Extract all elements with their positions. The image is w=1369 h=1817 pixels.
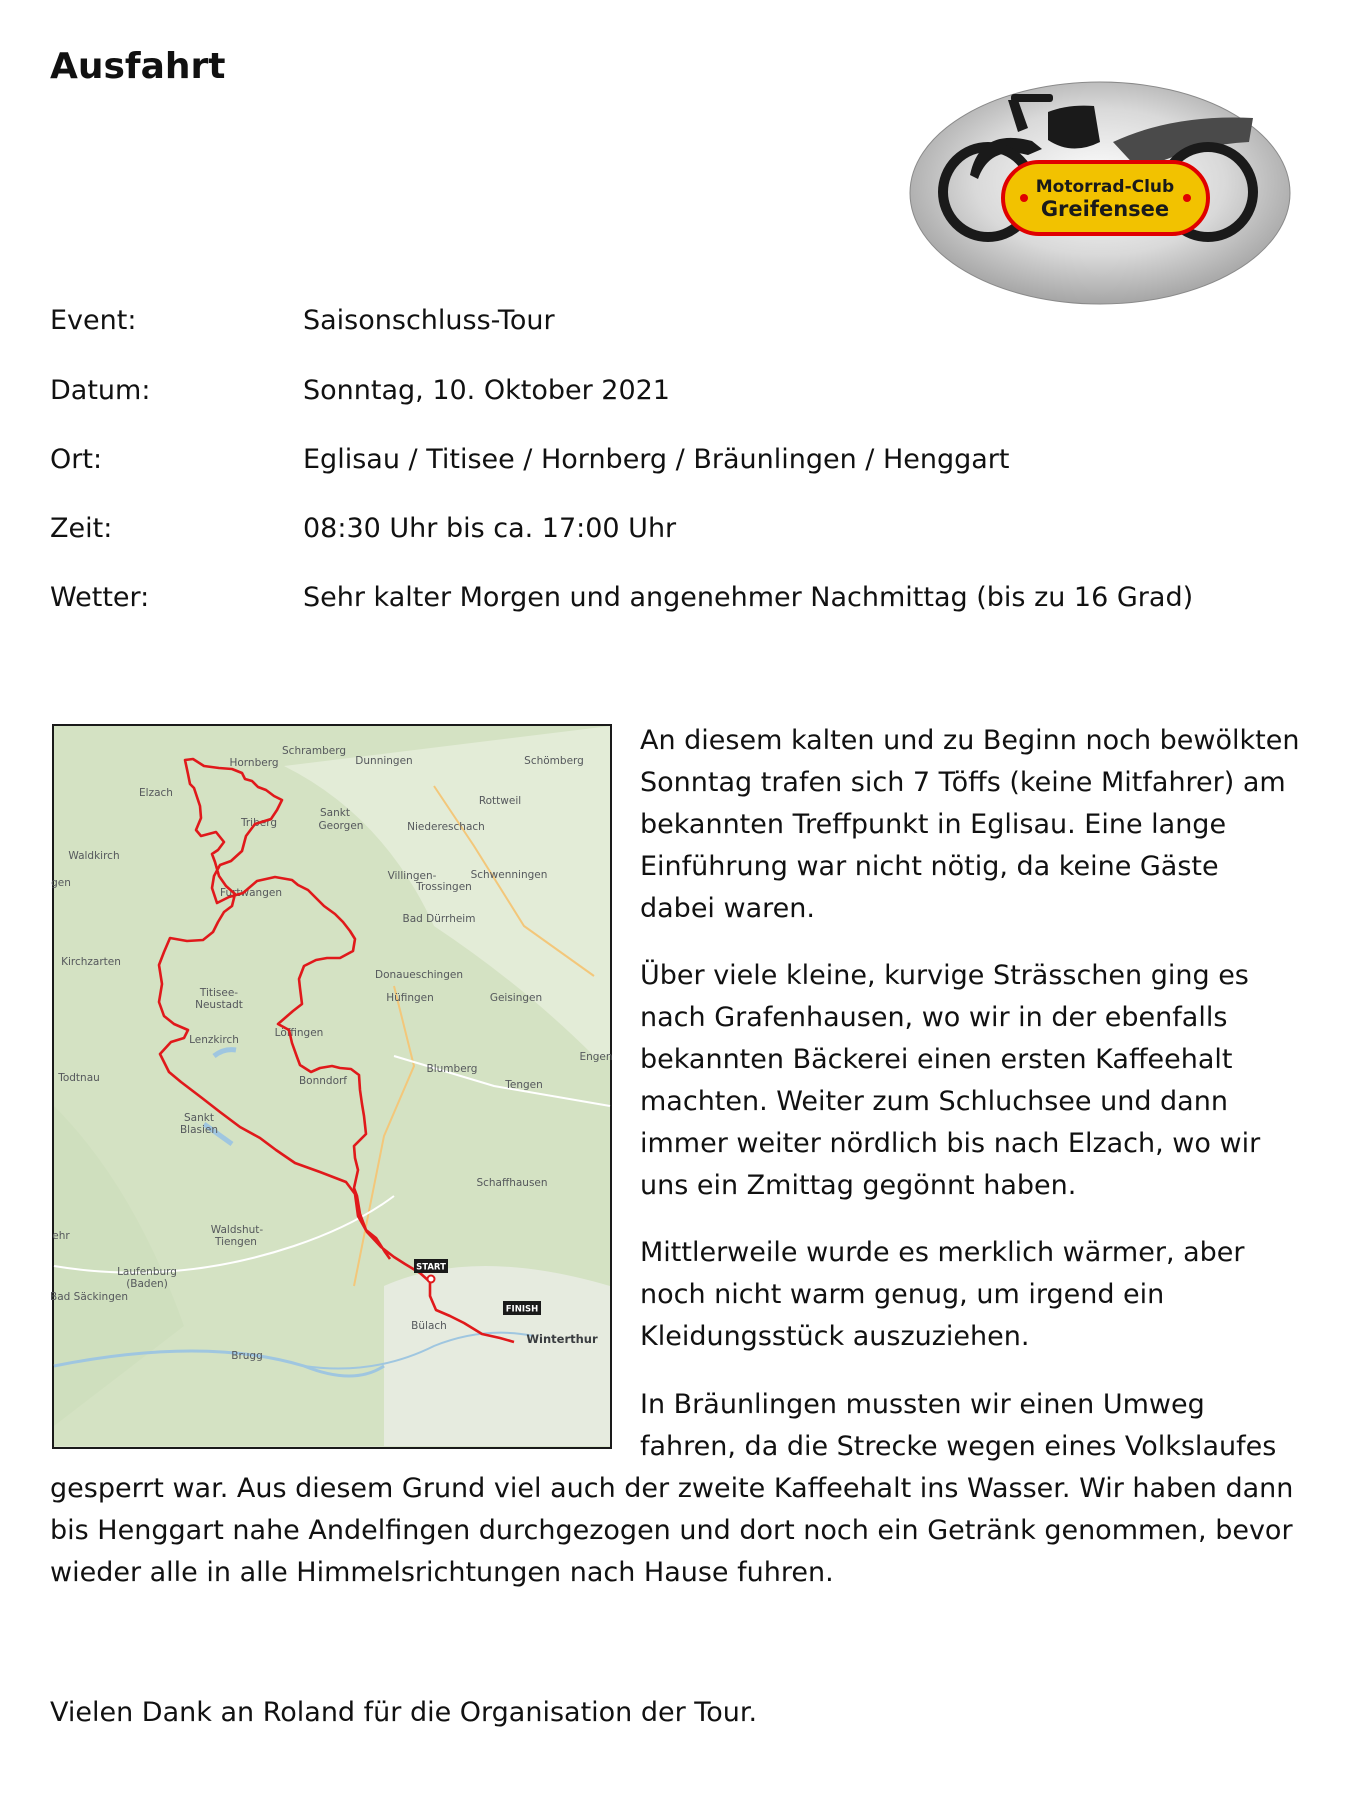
report-paragraph xyxy=(640,1384,1330,1468)
map-place-label: Schaffhausen xyxy=(476,1177,548,1189)
map-place-label: (Baden) xyxy=(126,1278,168,1290)
text-line: bekannten Bäckerei einen ersten Kaffeehalt xyxy=(640,1044,1233,1075)
text-line: Über viele kleine, kurvige Strässchen ging es xyxy=(640,960,1249,991)
thanks-line: Vielen Dank an Roland für die Organisation der Tour. xyxy=(50,1697,758,1728)
info-label: Ort: xyxy=(50,444,103,475)
info-row xyxy=(50,513,1300,553)
route-map xyxy=(52,724,612,1449)
map-place-label: Waldkirch xyxy=(68,850,120,862)
info-row xyxy=(50,375,1300,415)
map-place-label: Sankt xyxy=(320,807,350,819)
map-place-label: Villingen- xyxy=(387,870,437,882)
text-line: noch nicht warm genug, um irgend ein xyxy=(640,1279,1165,1310)
club-logo xyxy=(908,80,1292,306)
logo-text-line1: Motorrad-Club xyxy=(1035,177,1175,197)
map-place-label: Sankt xyxy=(184,1112,214,1124)
map-place-label: Dunningen xyxy=(355,755,413,767)
map-place-label: Lenzkirch xyxy=(189,1034,239,1046)
info-value: 08:30 Uhr bis ca. 17:00 Uhr xyxy=(303,513,677,544)
page-title: Ausfahrt xyxy=(50,46,226,87)
info-row xyxy=(50,582,1300,622)
info-row xyxy=(50,444,1300,484)
map-place-label: Waldshut- xyxy=(210,1224,264,1236)
start-label: START xyxy=(416,1262,446,1273)
map-place-label: ehr xyxy=(52,1230,70,1242)
map-place-label: Bülach xyxy=(411,1320,447,1332)
report-paragraph xyxy=(640,1232,1330,1358)
text-line: uns ein Zmittag gegönnt haben. xyxy=(640,1170,1077,1201)
text-line: nach Grafenhausen, wo wir in der ebenfalls xyxy=(640,1002,1228,1033)
info-value: Sehr kalter Morgen und angenehmer Nachmittag (bis zu 16 Grad) xyxy=(303,582,1194,613)
map-place-label: Hornberg xyxy=(229,757,279,769)
report-paragraph xyxy=(640,955,1330,1207)
info-label: Zeit: xyxy=(50,513,113,544)
map-place-label: Schwenningen xyxy=(470,869,548,881)
map-place-label: Schramberg xyxy=(282,745,346,757)
map-place-label: Kirchzarten xyxy=(61,956,121,968)
text-line: bekannten Treffpunkt in Eglisau. Eine lange xyxy=(640,809,1227,840)
map-place-label: Hüfingen xyxy=(386,992,434,1004)
map-place-label: Rottweil xyxy=(478,795,522,807)
info-label: Datum: xyxy=(50,375,151,406)
map-place-label: Löffingen xyxy=(274,1027,324,1039)
map-place-label: Furtwangen xyxy=(219,887,283,899)
map-place-label: Trossingen xyxy=(416,881,472,893)
map-place-label: Schömberg xyxy=(524,755,584,767)
map-place-label: gen xyxy=(51,877,71,889)
map-place-label: Niedereschach xyxy=(407,821,485,833)
route-map-svg xyxy=(50,726,613,1447)
text-line: bis Henggart nahe Andelfingen durchgezogen und dort noch ein Getränk genommen, bevor xyxy=(50,1515,1293,1546)
text-line: fahren, da die Strecke wegen eines Volkslaufes xyxy=(640,1431,1277,1462)
map-place-label: Tiengen xyxy=(215,1236,257,1248)
map-place-label: Donaueschingen xyxy=(375,969,463,981)
text-line: An diesem kalten und zu Beginn noch bewölkten xyxy=(640,725,1300,756)
map-place-label: Elzach xyxy=(139,787,173,799)
map-place-label: Neustadt xyxy=(195,999,243,1011)
report-paragraph-wide xyxy=(50,1468,1320,1594)
info-value: Sonntag, 10. Oktober 2021 xyxy=(303,375,670,406)
map-place-label: Bad Säckingen xyxy=(50,1291,128,1303)
map-place-label: Winterthur xyxy=(526,1332,598,1346)
text-line: dabei waren. xyxy=(640,893,815,924)
info-value: Saisonschluss-Tour xyxy=(303,305,555,336)
text-line: Sonntag trafen sich 7 Töffs (keine Mitfahrer) am xyxy=(640,767,1286,798)
report-paragraph xyxy=(640,720,1330,930)
map-place-label: Todtnau xyxy=(58,1072,100,1084)
finish-marker xyxy=(503,1301,541,1315)
map-place-label: Engen xyxy=(579,1051,613,1063)
map-place-label: Bad Dürrheim xyxy=(402,913,476,925)
info-value: Eglisau / Titisee / Hornberg / Bräunlingen / Henggart xyxy=(303,444,1010,475)
text-line: In Bräunlingen mussten wir einen Umweg xyxy=(640,1389,1205,1420)
text-line: wieder alle in alle Himmelsrichtungen nach Hause fuhren. xyxy=(50,1557,834,1588)
text-line: Kleidungsstück auszuziehen. xyxy=(640,1321,1030,1352)
text-line: immer weiter nördlich bis nach Elzach, wo wir xyxy=(640,1128,1261,1159)
map-place-label: Blumberg xyxy=(426,1063,478,1075)
map-place-label: Tengen xyxy=(505,1079,543,1091)
text-line: gesperrt war. Aus diesem Grund viel auch der zweite Kaffeehalt ins Wasser. Wir haben dann xyxy=(50,1473,1294,1504)
map-place-label: Blasien xyxy=(179,1124,219,1136)
map-place-label: Bonndorf xyxy=(298,1075,348,1087)
text-line: Einführung war nicht nötig, da keine Gäste xyxy=(640,851,1219,882)
map-place-label: Geisingen xyxy=(489,992,543,1004)
info-label: Wetter: xyxy=(50,582,150,613)
map-place-label: Laufenburg xyxy=(117,1266,177,1278)
info-label: Event: xyxy=(50,305,137,336)
info-row xyxy=(50,305,1300,345)
map-place-label: Triberg xyxy=(240,817,278,829)
map-place-label: Georgen xyxy=(318,820,364,832)
finish-label: FINISH xyxy=(505,1304,539,1315)
map-place-label: Titisee- xyxy=(199,987,239,999)
text-line: Mittlerweile wurde es merklich wärmer, aber xyxy=(640,1237,1245,1268)
map-place-label: Brugg xyxy=(231,1350,263,1362)
text-line: machten. Weiter zum Schluchsee und dann xyxy=(640,1086,1228,1117)
logo-text-line2: Greifensee xyxy=(1040,197,1170,221)
